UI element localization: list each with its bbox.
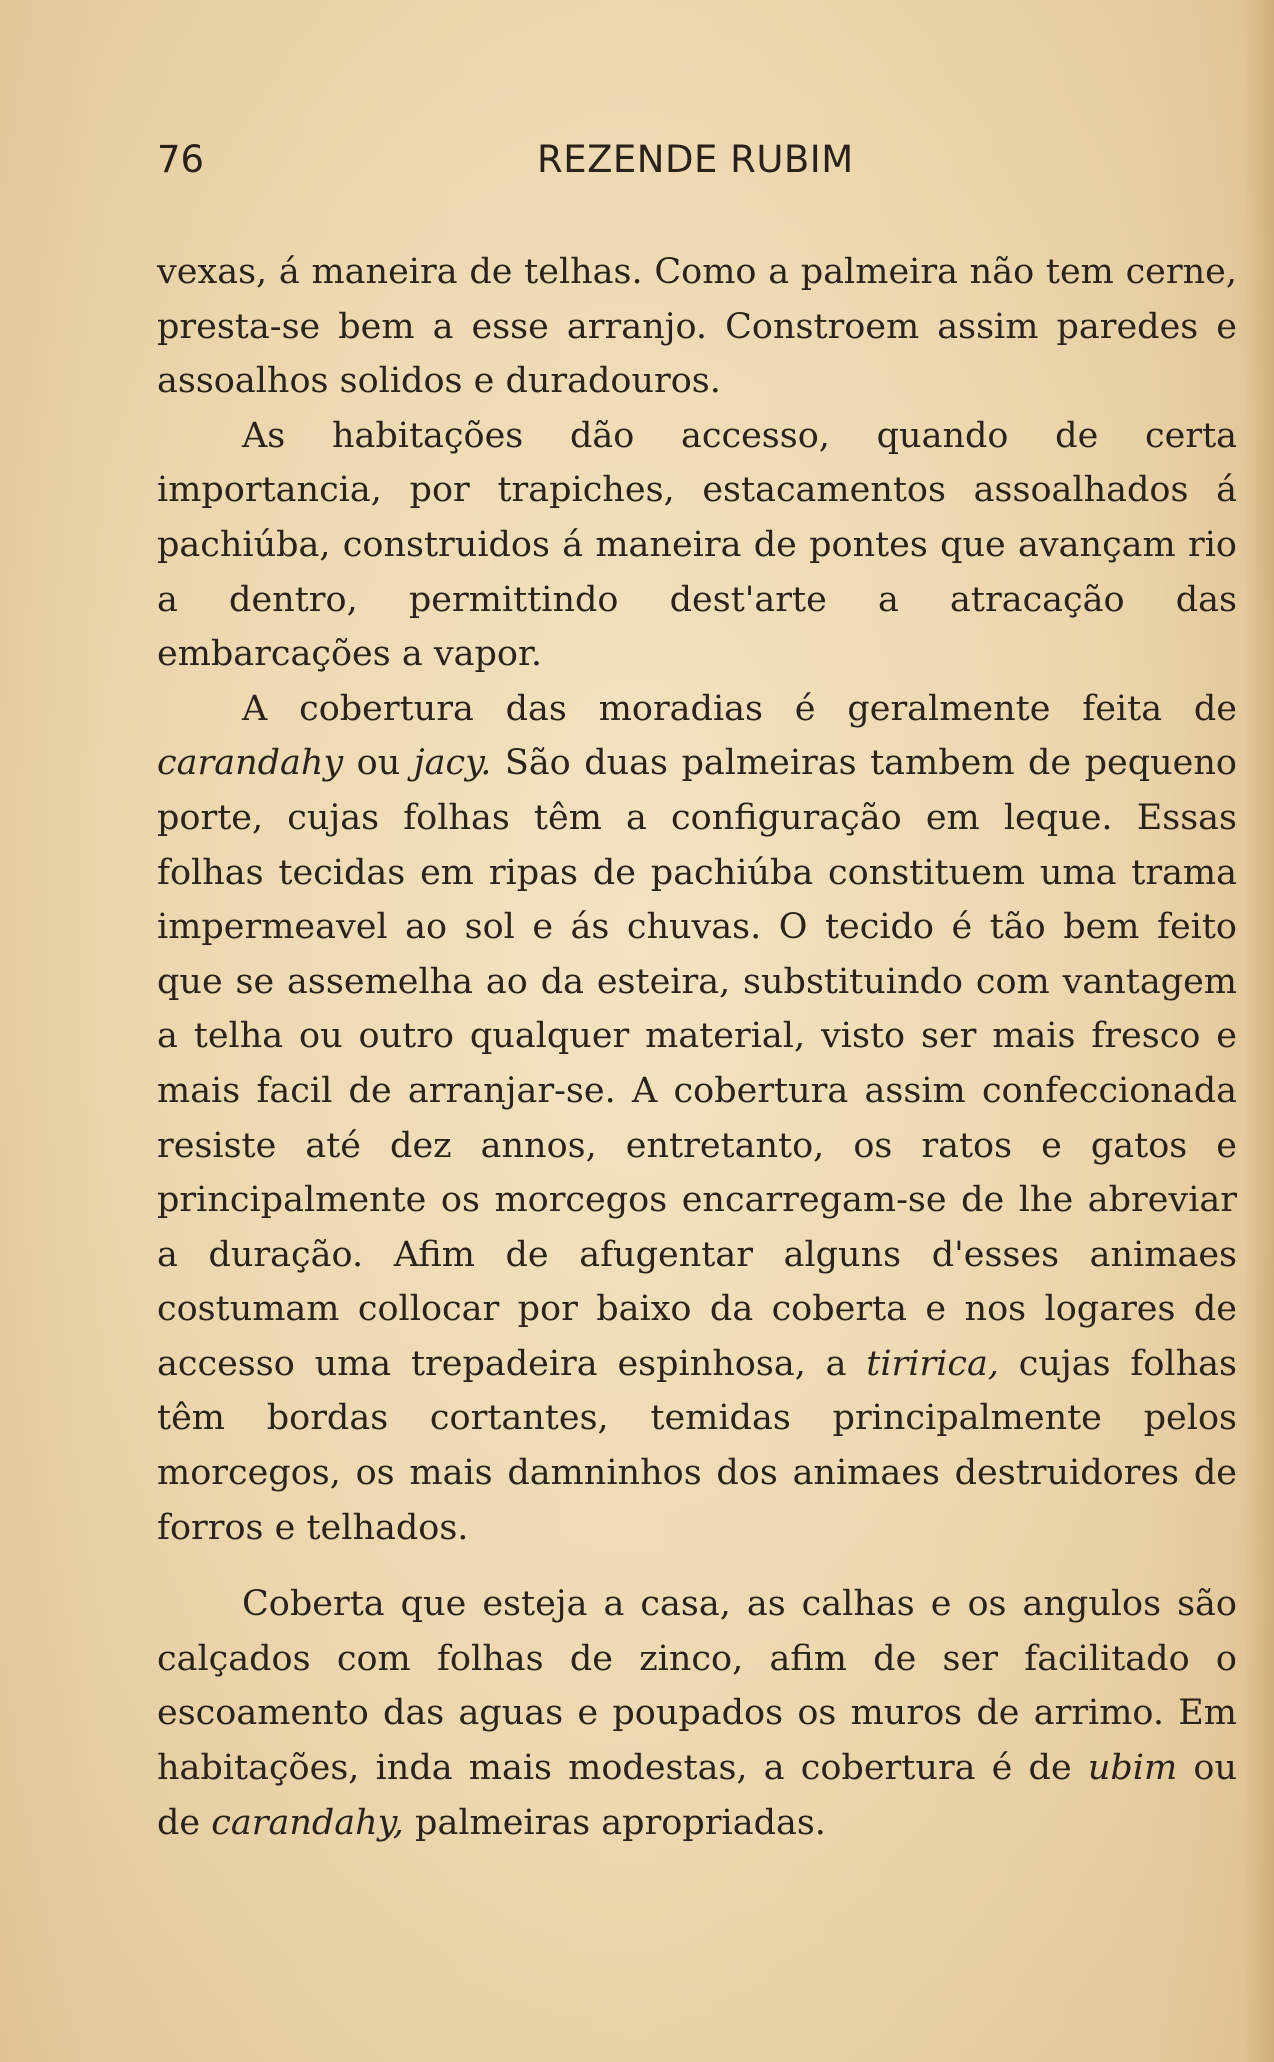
page-number: 76 <box>157 138 205 181</box>
paragraph-3 <box>157 682 1237 1556</box>
text-segment: A cobertura das moradias é geralmente feita de <box>242 688 1237 729</box>
running-title: REZENDE RUBIM <box>537 138 854 181</box>
italic-term-jacy: jacy. <box>413 743 492 784</box>
italic-term-tiririca: tiririca, <box>866 1343 999 1384</box>
italic-term-carandahy: carandahy <box>157 743 344 784</box>
text-segment: Coberta que esteja a casa, as calhas e os angulos são calçados com folhas de zinco, afim de ser facilitado o escoamento das aguas e poupados os muros de arrimo. Em habitações, inda mais modestas, a cobertura é de <box>157 1584 1237 1789</box>
text-segment: palmeiras apropriadas. <box>403 1802 826 1843</box>
text-segment: ou <box>343 743 414 784</box>
text-segment: As habitações dão accesso, quando de certa importancia, por trapiches, estacamentos assoalhados á pachiúba, construidos á maneira de pontes que avançam rio a dentro, permittindo dest'arte a atracação das embarcações a vapor. <box>157 415 1237 675</box>
paragraph-2 <box>157 409 1237 682</box>
paragraph-4 <box>157 1577 1237 1850</box>
body-text <box>157 245 1237 1850</box>
italic-term-ubim: ubim <box>1087 1748 1178 1789</box>
text-segment: São duas palmeiras tambem de pequeno porte, cujas folhas têm a configuração em leque. Essas folhas tecidas em ripas de pachiúba constituem uma trama impermeavel ao sol e ás chuvas. O tecido é tão bem feito que se assemelha ao da esteira, substituindo com vantagem a telha ou outro qualquer material, visto ser mais fresco e mais facil de arranjar-se. A cobertura assim confeccionada resiste até dez annos, entretanto, os ratos e gatos e principalmente os morcegos encarregam-se de lhe abreviar a duração. Afim de afugentar alguns d'esses animaes costumam collocar por baixo da coberta e nos logares de accesso uma trepadeira espinhosa, a <box>157 743 1237 1384</box>
text-segment: vexas, á maneira de telhas. Como a palmeira não tem cerne, presta-se bem a esse arranjo. Constroem assim paredes e assoalhos solidos e duradouros. <box>157 252 1237 402</box>
running-head <box>157 138 1237 188</box>
italic-term-carandahy: carandahy, <box>211 1802 404 1843</box>
text-segment: ou de <box>157 1748 1237 1843</box>
paragraph-1 <box>157 245 1237 409</box>
text-segment: cujas folhas têm bordas cortantes, temidas principalmente pelos morcegos, os mais damninhos dos animaes destruidores de forros e telhados. <box>157 1343 1237 1548</box>
